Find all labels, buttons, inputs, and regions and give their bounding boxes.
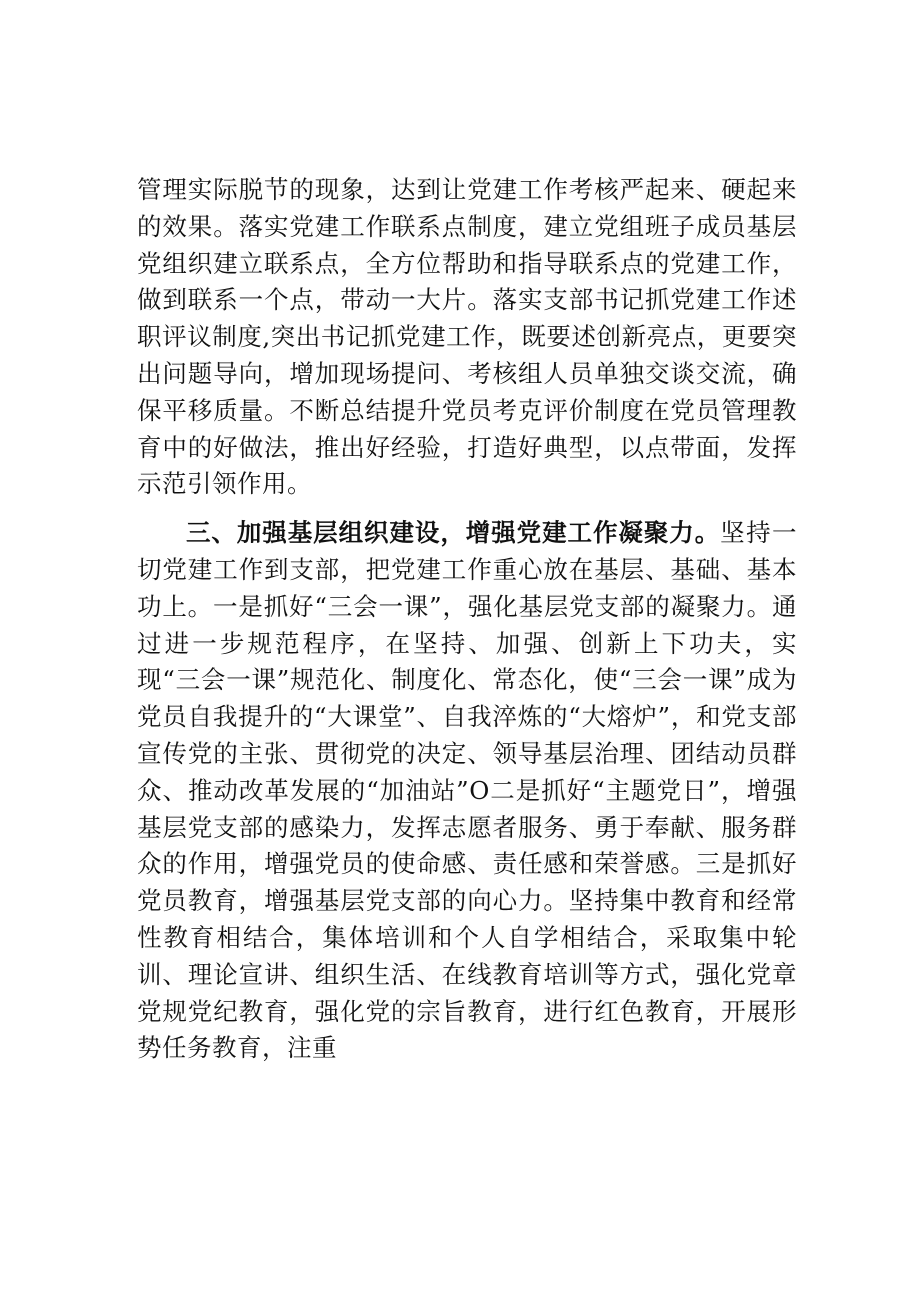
document-body <box>137 172 797 1067</box>
paragraph-text: 坚持一切党建工作到支部，把党建工作重心放在基层、基础、基本功上。一是抓好“三会一课”，强化基层党支部的凝聚力。通过进一步规范程序，在坚持、加强、创新上下功夫，实现“三会一课”规范化、制度化、常态化，使“三会一课”成为党员自我提升的“大课堂”、自我淬炼的“大熔炉”，和党支部宣传党的主张、贯彻党的决定、领导基层治理、团结动员群众、推动改革发展的“加油站”O二是抓好“主题党日”，增强基层党支部的感染力，发挥志愿者服务、勇于奉献、服务群众的作用，增强党员的使命感、责任感和荣誉感。三是抓好党员教育，增强基层党支部的向心力。坚持集中教育和经常性教育相结合，集体培训和个人自学相结合，采取集中轮训、理论宣讲、组织生活、在线教育培训等方式，强化党章党规党纪教育，强化党的宗旨教育，进行红色教育，开展形势任务教育，注重 <box>137 518 798 1063</box>
section-heading: 三、加强基层组织建设，增强党建工作凝聚力。 <box>186 518 721 548</box>
paragraph-continuation <box>137 172 797 503</box>
paragraph-text: 管理实际脱节的现象，达到让党建工作考核严起来、硬起来的效果。落实党建工作联系点制度，建立党组班子成员基层党组织建立联系点，全方位帮助和指导联系点的党建工作，做到联系一个点，带动一大片。落实支部书记抓党建工作述职评议制度,突出书记抓党建工作，既要述创新亮点，更要突出问题导向，增加现场提问、考核组人员单独交谈交流，确保平移质量。不断总结提升党员考克评价制度在党员管理教育中的好做法，推出好经验，打造好典型，以点带面，发挥示范引领作用。 <box>137 175 797 499</box>
paragraph-section-three <box>137 515 797 1067</box>
